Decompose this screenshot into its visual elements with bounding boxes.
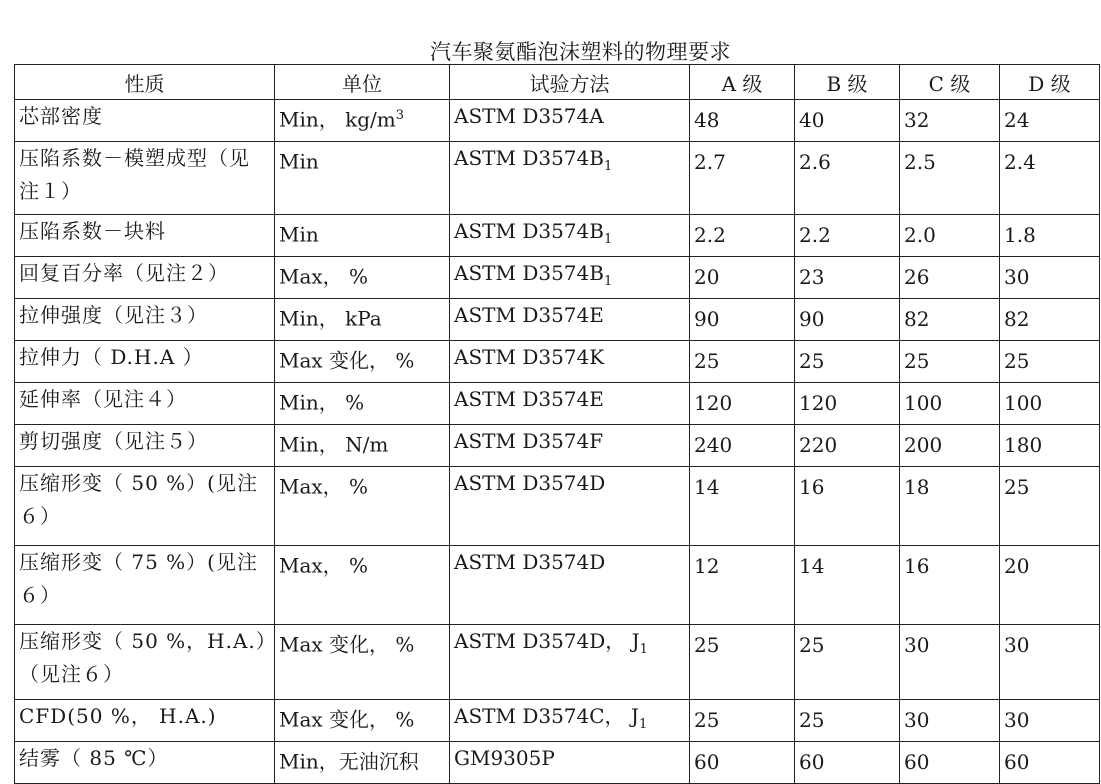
table-row: [15, 341, 1100, 383]
unit-cell: Max， %: [275, 257, 450, 299]
unit-cell: Min， $kg/m^3$: [275, 100, 450, 142]
grade-c-cell: 30: [900, 625, 1000, 700]
grade-d-cell: 60: [1000, 742, 1100, 784]
table-row: [15, 546, 1100, 625]
header-unit: 单位: [275, 65, 450, 100]
method-cell: ASTM D3574D: [450, 546, 690, 625]
method-cell: ASTM D3574F: [450, 425, 690, 467]
grade-d-cell: 25: [1000, 467, 1100, 546]
grade-b-cell: 60: [795, 742, 900, 784]
property-cell: 压缩形变（ 75 %）(见注６）: [15, 546, 275, 625]
header-method: 试验方法: [450, 65, 690, 100]
grade-c-cell: 25: [900, 341, 1000, 383]
grade-c-cell: 2.5: [900, 142, 1000, 215]
method-cell: GM9305P: [450, 742, 690, 784]
property-cell: 拉伸力（ D.H.A ）: [15, 341, 275, 383]
grade-a-cell: 90: [690, 299, 795, 341]
grade-b-cell: 40: [795, 100, 900, 142]
table-row: [15, 742, 1100, 784]
grade-b-cell: 16: [795, 467, 900, 546]
method-cell: ASTM D3574D: [450, 467, 690, 546]
property-cell: 延伸率（见注４）: [15, 383, 275, 425]
grade-d-cell: 2.4: [1000, 142, 1100, 215]
grade-a-cell: 2.2: [690, 215, 795, 257]
grade-a-cell: 120: [690, 383, 795, 425]
header-grade-b: B 级: [795, 65, 900, 100]
grade-a-cell: 60: [690, 742, 795, 784]
grade-d-cell: 1.8: [1000, 215, 1100, 257]
grade-a-cell: 12: [690, 546, 795, 625]
unit-cell: Min， N/m: [275, 425, 450, 467]
property-cell: 压陷系数－模塑成型（见注１）: [15, 142, 275, 215]
grade-b-cell: 14: [795, 546, 900, 625]
grade-c-cell: 30: [900, 700, 1000, 742]
grade-d-cell: 20: [1000, 546, 1100, 625]
grade-d-cell: 100: [1000, 383, 1100, 425]
grade-b-cell: 25: [795, 341, 900, 383]
grade-c-cell: 60: [900, 742, 1000, 784]
property-cell: 剪切强度（见注５）: [15, 425, 275, 467]
property-cell: 压缩形变（ 50 %）(见注６）: [15, 467, 275, 546]
grade-c-cell: 82: [900, 299, 1000, 341]
method-cell: ASTM D3574D， $J_1$: [450, 625, 690, 700]
property-cell: 拉伸强度（见注３）: [15, 299, 275, 341]
table-row: [15, 383, 1100, 425]
grade-a-cell: 25: [690, 341, 795, 383]
grade-a-cell: 14: [690, 467, 795, 546]
header-property: 性质: [15, 65, 275, 100]
grade-d-cell: 82: [1000, 299, 1100, 341]
header-row: [15, 65, 1100, 100]
grade-b-cell: 90: [795, 299, 900, 341]
grade-a-cell: 25: [690, 625, 795, 700]
grade-c-cell: 26: [900, 257, 1000, 299]
table-title: 汽车聚氨酯泡沫塑料的物理要求: [430, 40, 731, 64]
method-cell: ASTM D3574A: [450, 100, 690, 142]
grade-d-cell: 180: [1000, 425, 1100, 467]
header-grade-d: D 级: [1000, 65, 1100, 100]
header-grade-a: A 级: [690, 65, 795, 100]
grade-d-cell: 30: [1000, 257, 1100, 299]
header-grade-c: C 级: [900, 65, 1000, 100]
table-row: [15, 700, 1100, 742]
property-cell: 回复百分率（见注２）: [15, 257, 275, 299]
grade-a-cell: 25: [690, 700, 795, 742]
grade-c-cell: 18: [900, 467, 1000, 546]
table-row: [15, 625, 1100, 700]
table-row: [15, 257, 1100, 299]
grade-b-cell: 2.6: [795, 142, 900, 215]
table-row: [15, 467, 1100, 546]
property-cell: 压缩形变（ 50 %，H.A.）（见注６）: [15, 625, 275, 700]
method-cell: ASTM D3574K: [450, 341, 690, 383]
unit-cell: Min，无油沉积: [275, 742, 450, 784]
grade-b-cell: 220: [795, 425, 900, 467]
grade-c-cell: 16: [900, 546, 1000, 625]
unit-cell: Max， %: [275, 546, 450, 625]
grade-b-cell: 23: [795, 257, 900, 299]
property-cell: 压陷系数－块料: [15, 215, 275, 257]
grade-c-cell: 200: [900, 425, 1000, 467]
method-cell: ASTM $D3574B_1$: [450, 257, 690, 299]
unit-cell: Min: [275, 142, 450, 215]
unit-cell: Min， kPa: [275, 299, 450, 341]
table-row: [15, 142, 1100, 215]
unit-cell: Min， %: [275, 383, 450, 425]
grade-b-cell: 120: [795, 383, 900, 425]
grade-d-cell: 25: [1000, 341, 1100, 383]
method-cell: ASTM D3574E: [450, 383, 690, 425]
method-cell: ASTM $D3574B_1$: [450, 142, 690, 215]
grade-c-cell: 100: [900, 383, 1000, 425]
physical-requirements-table: [14, 64, 1100, 784]
grade-d-cell: 24: [1000, 100, 1100, 142]
grade-a-cell: 48: [690, 100, 795, 142]
grade-a-cell: 20: [690, 257, 795, 299]
property-cell: 芯部密度: [15, 100, 275, 142]
grade-d-cell: 30: [1000, 700, 1100, 742]
method-cell: ASTM $D3574B_1$: [450, 215, 690, 257]
table-row: [15, 299, 1100, 341]
grade-c-cell: 32: [900, 100, 1000, 142]
method-cell: ASTM D3574E: [450, 299, 690, 341]
grade-c-cell: 2.0: [900, 215, 1000, 257]
unit-cell: Max 变化， %: [275, 625, 450, 700]
table-row: [15, 215, 1100, 257]
grade-b-cell: 2.2: [795, 215, 900, 257]
grade-b-cell: 25: [795, 700, 900, 742]
property-cell: CFD(50 %， H.A.): [15, 700, 275, 742]
unit-cell: Max 变化， %: [275, 700, 450, 742]
unit-cell: Max， %: [275, 467, 450, 546]
method-cell: ASTM D3574C， $J_1$: [450, 700, 690, 742]
grade-b-cell: 25: [795, 625, 900, 700]
grade-a-cell: 2.7: [690, 142, 795, 215]
unit-cell: Max 变化， %: [275, 341, 450, 383]
property-cell: 结雾（ 85 ℃）: [15, 742, 275, 784]
grade-a-cell: 240: [690, 425, 795, 467]
grade-d-cell: 30: [1000, 625, 1100, 700]
table-row: [15, 425, 1100, 467]
table-body: [15, 100, 1100, 784]
table-row: [15, 100, 1100, 142]
unit-cell: Min: [275, 215, 450, 257]
